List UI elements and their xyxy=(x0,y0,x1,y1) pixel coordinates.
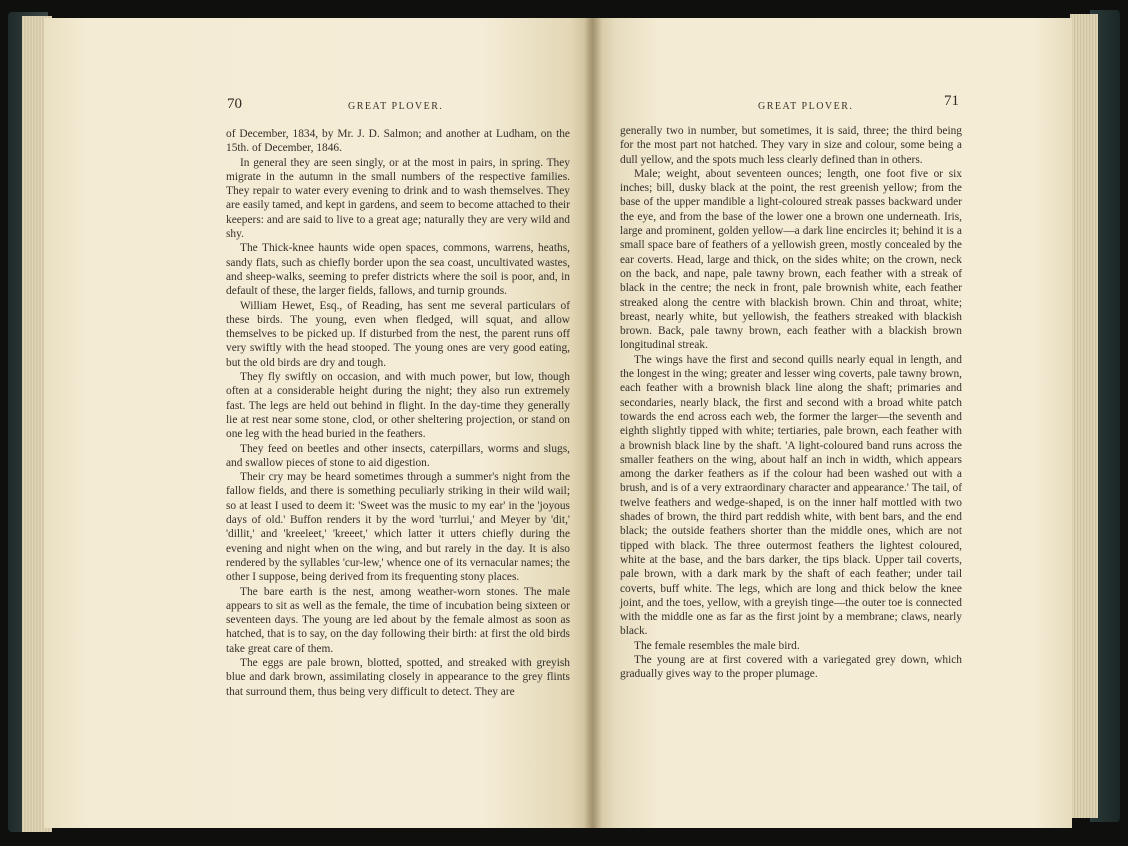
paragraph: The female resembles the male bird. xyxy=(634,639,800,652)
right-page-number: 71 xyxy=(944,93,959,109)
paragraph: In general they are seen singly, or at the most in pairs, in spring. They migrate in the autumn in the small numbers of the respective families. They repair to water every evening to drink and to wash themselves. They are easily tamed, and kept in gardens, and seem to become attached to their keepers: and are said to live to a great age; naturally they are very wild and shy. xyxy=(226,156,570,241)
paragraph: The wings have the first and second quills nearly equal in length, and the longest in the wing; greater and lesser wing coverts, pale tawny brown, each feather with a brownish black line along the shaft; primaries and secondaries, nearly black, the first and second with a broad white patch towards the end across each web, the former the larger—the seventh and eighth slightly tipped with white; tertiaries, pale brown, each feather with a brownish black line by the shaft. 'A light-coloured band runs across the smaller feathers on the wing, about half an inch in width, which appears among the darker feathers as if the colour had been washed out with a brush, and is of a very extraordinary character and appearance.' The tail, of twelve feathers and wedge-shaped, is on the inner half mottled with two shades of brown, the third part reddish white, with bent bars, and the end black; the outside feathers shorter than the middle ones, which are not tipped with black. The three outermost feathers the lightest coloured, white at the base, and the bars darker, the tips black. Upper tail coverts, pale brown, with a dark mark by the shaft of each feather; under tail coverts, buff white. The legs, which are long and thick below the knee joint, and the toes, yellow, with a greyish tinge—the outer toe is connected with the middle one as far as the first joint by a membrane; claws, nearly black. xyxy=(620,353,962,638)
paragraph: William Hewet, Esq., of Reading, has sent me several particulars of these birds. The young, even when fledged, will squat, and allow themselves to be picked up. If disturbed from the nest, the parent runs off very swiftly with the head stooped. The young ones are very good eating, but the old birds are dry and tough. xyxy=(226,299,570,369)
paragraph: They fly swiftly on occasion, and with much power, but low, though often at a considerable height during the night; they also run extremely fast. The legs are held out behind in flight. In the day-time they generally lie at rest near some stone, clod, or other sheltering projection, or stand on one leg with the head buried in the feathers. xyxy=(226,371,570,441)
paragraph: generally two in number, but sometimes, it is said, three; the third being for the most part not hatched. They vary in size and colour, some being a dull yellow, and the spots much less clearly defined than in others. xyxy=(620,125,962,166)
left-page-number: 70 xyxy=(227,96,242,112)
paragraph: The eggs are pale brown, blotted, spotted, and streaked with greyish blue and dark brown, assimilating closely in appearance to the grey flints that surround them, thus being very difficult to detect. They are xyxy=(226,656,570,698)
paragraph: Their cry may be heard sometimes through a summer's night from the fallow fields, and there is something peculiarly striking in their wild wail; so at least I used to deem it: 'Sweet was the music to my ear' in the 'joyous days of old.' Buffon renders it by the word 'turrlui,' and Meyer by 'dit,' 'dillit,' and 'kreeleet,' 'kreeet,' which latter it utters chiefly during the evening and night when on the wing, and but rarely in the day. It is also rendered by the syllables 'cur-lew,' whence one of its vernacular names; the other I suppose, being derived from its frequenting stony places. xyxy=(226,471,570,584)
book-gutter xyxy=(584,18,602,828)
paragraph: The bare earth is the nest, among weather-worn stones. The male appears to sit as well as the female, the time of incubation being sixteen or seventeen days. The young are led about by the female almost as soon as hatched, that is to say, on the day following their birth: at first the old birds take great care of them. xyxy=(226,585,570,655)
right-page-text xyxy=(620,124,962,682)
paragraph: They feed on beetles and other insects, caterpillars, worms and slugs, and swallow pieces of stone to aid digestion. xyxy=(226,442,570,469)
left-running-head: GREAT PLOVER. xyxy=(348,101,444,112)
paragraph: The young are at first covered with a variegated grey down, which gradually gives way to the proper plumage. xyxy=(620,653,962,681)
paragraph: of December, 1834, by Mr. J. D. Salmon; and another at Ludham, on the 15th. of December, 1846. xyxy=(226,128,570,155)
paragraph: Male; weight, about seventeen ounces; length, one foot five or six inches; bill, dusky black at the point, the rest greenish yellow; from the base of the upper mandible a light-coloured streak passes backward under the eye, and from the base of the lower one a brown one underneath. Iris, large and prominent, golden yellow—a dark line encircles it; behind it is a small space bare of feathers of a yellowish green, mostly concealed by the ear coverts. Head, large and thick, on the sides white; on the crown, neck on the back, and nape, pale tawny brown, each feather with a streak of black in the centre; the neck in front, pale brownish white, each feather streaked along the centre with blackish brown. Chin and throat, white; breast, nearly white, but yellowish, the feathers streaked with blackish brown. Back, pale tawny brown, each feather with a blackish brown longitudinal streak. xyxy=(620,167,962,352)
right-running-head: GREAT PLOVER. xyxy=(758,101,854,112)
left-page-text xyxy=(226,127,570,699)
page-edges-right xyxy=(1070,14,1098,818)
paragraph: The Thick-knee haunts wide open spaces, commons, warrens, heaths, sandy flats, such as chiefly border upon the sea coast, uncultivated wastes, and sheep-walks, seeming to prefer districts where the soil is poor, and, in default of these, the larger fields, fallows, and turnip grounds. xyxy=(226,242,570,298)
